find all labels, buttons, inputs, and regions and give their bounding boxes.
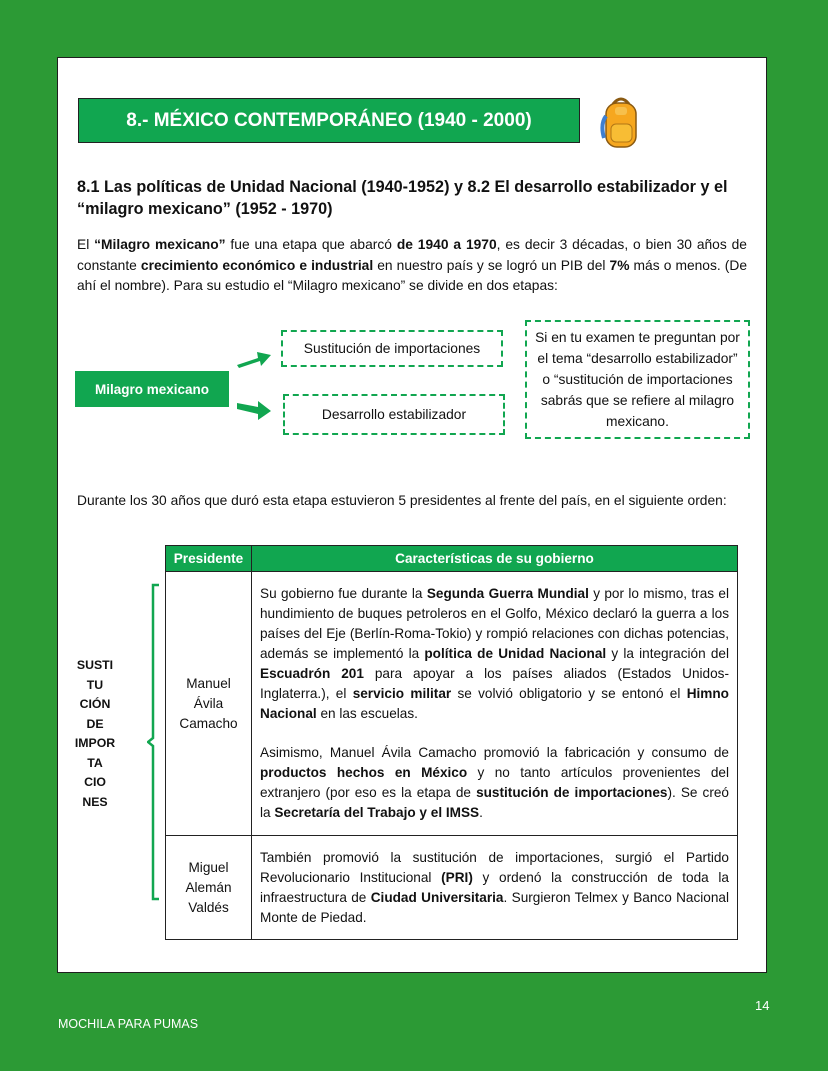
section-title: 8.- MÉXICO CONTEMPORÁNEO (1940 - 2000) — [78, 98, 580, 143]
table-row — [166, 572, 738, 836]
page-number: 14 — [755, 998, 770, 1013]
footer-text: MOCHILA PARA PUMAS — [58, 1017, 199, 1031]
characteristics-paragraph: Asimismo, Manuel Ávila Camacho promovió la fabricación y consumo de productos hechos en México y no tanto artículos provenientes del extranjero (por eso es la etapa de sustitución de importaciones). Se creó la Secretaría del Trabajo y el IMSS. — [260, 745, 730, 820]
government-characteristics — [252, 572, 738, 836]
arrow-down-right-icon — [236, 399, 272, 421]
table-row — [166, 836, 738, 940]
arrow-up-right-icon — [236, 347, 272, 369]
presidents-table — [165, 545, 738, 940]
header-presidente: Presidente — [166, 546, 252, 572]
presidents-intro: Durante los 30 años que duró esta etapa estuvieron 5 presidentes al frente del país, en el siguiente orden: — [77, 493, 727, 508]
milagro-mexicano-node: Milagro mexicano — [75, 371, 229, 407]
backpack-icon — [598, 94, 644, 150]
document-page — [57, 57, 767, 973]
bracket-icon — [147, 583, 161, 901]
president-name: Miguel Alemán Valdés — [166, 836, 252, 940]
side-label: SUSTI TU CIÓN DE IMPOR TA CIO NES — [74, 658, 116, 809]
intro-paragraph: El “Milagro mexicano” fue una etapa que abarcó de 1940 a 1970, es decir 3 décadas, o bien 30 años de constante crecimiento económico e industrial en nuestro país y se logró un PIB del 7% más o menos. (De ahí el nombre). Para su estudio el “Milagro mexicano” se divide en dos etapas: — [77, 237, 747, 293]
exam-note: Si en tu examen te preguntan por el tema “desarrollo estabilizador” o “sustitución de importaciones sabrás que se refiere al milagro mexicano. — [525, 320, 750, 439]
government-characteristics — [252, 836, 738, 940]
branch-desarrollo: Desarrollo estabilizador — [283, 394, 505, 435]
characteristics-paragraph: También promovió la sustitución de importaciones, surgió el Partido Revolucionario Institucional (PRI) y ordenó la construcción de toda la infraestructura de Ciudad Universitaria. Surgieron Telmex y Banco Nacional Monte de Piedad. — [260, 849, 730, 925]
president-name: Manuel Ávila Camacho — [166, 572, 252, 836]
header-caracteristicas: Características de su gobierno — [252, 546, 738, 572]
branch-sustitucion: Sustitución de importaciones — [281, 330, 503, 367]
subsection-title: 8.1 Las políticas de Unidad Nacional (1940-1952) y 8.2 El desarrollo estabilizador y el “milagro mexicano” (1952 - 1970) — [77, 178, 728, 218]
characteristics-paragraph: Su gobierno fue durante la Segunda Guerra Mundial y por lo mismo, tras el hundimiento de buques petroleros en el Golfo, México declaró la guerra a los países del Eje (Berlín-Roma-Tokio) y rompió relaciones con dichas potencias, además se implementó la política de Unidad Nacional y la integración del Escuadrón 201 para apoyar a los países aliados (Estados Unidos-Inglaterra.), el servicio militar se volvió obligatorio y se entonó el Himno Nacional en las escuelas. — [260, 586, 729, 721]
